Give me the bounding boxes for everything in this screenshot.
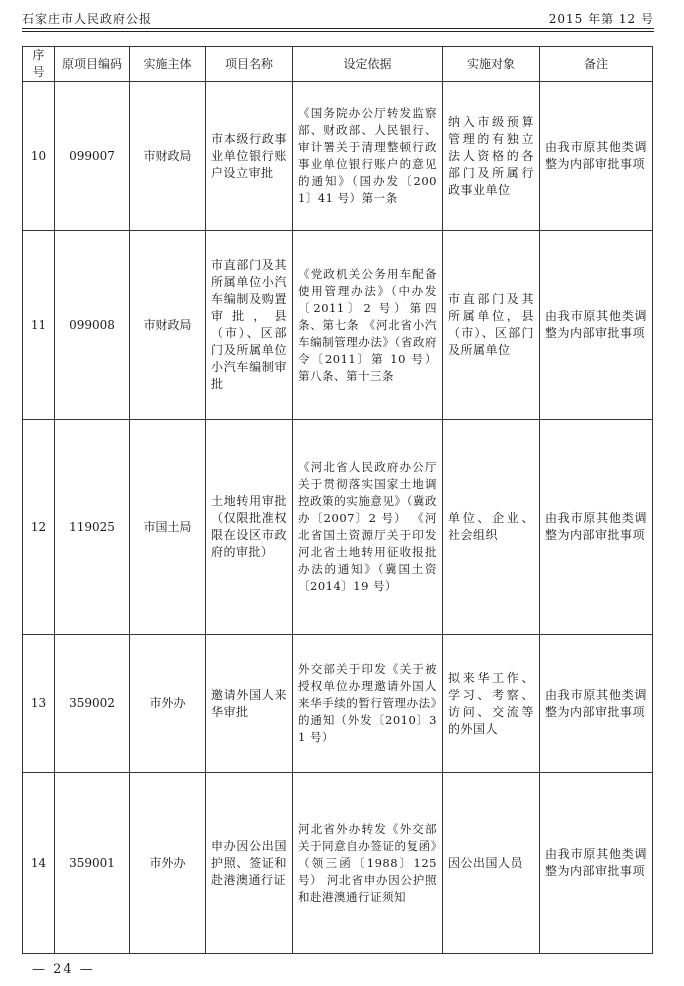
cell-name: 市本级行政事业单位银行账户设立审批 xyxy=(206,82,293,231)
cell-code: 099008 xyxy=(55,231,130,420)
header-rule-thick xyxy=(22,28,654,29)
cell-seq: 13 xyxy=(23,635,55,773)
col-header-org: 实施主体 xyxy=(130,47,206,82)
cell-name: 市直部门及其所属单位小汽车编制及购置审批，县（市）、区部门及所属单位小汽车编制审批 xyxy=(206,231,293,420)
cell-seq: 11 xyxy=(23,231,55,420)
col-header-code: 原项目编码 xyxy=(55,47,130,82)
cell-note: 由我市原其他类调整为内部审批事项 xyxy=(540,773,653,954)
cell-org: 市国土局 xyxy=(130,420,206,635)
header-rule-thin xyxy=(22,31,654,32)
cell-code: 359001 xyxy=(55,773,130,954)
table-header-row xyxy=(23,47,653,82)
cell-name: 土地转用审批（仅限批准权限在设区市政府的审批） xyxy=(206,420,293,635)
cell-seq: 12 xyxy=(23,420,55,635)
col-header-basis: 设定依据 xyxy=(293,47,443,82)
cell-org: 市财政局 xyxy=(130,231,206,420)
cell-name: 申办因公出国护照、签证和赴港澳通行证 xyxy=(206,773,293,954)
col-header-name: 项目名称 xyxy=(206,47,293,82)
cell-seq: 10 xyxy=(23,82,55,231)
table-row xyxy=(23,420,653,635)
issue-number: 2015 年第 12 号 xyxy=(548,12,654,26)
cell-basis: 《国务院办公厅转发监察部、财政部、人民银行、审计署关于清理整顿行政事业单位银行账户的意见的通知》（国办发〔2001〕41 号）第一条 xyxy=(293,82,443,231)
table-row xyxy=(23,231,653,420)
cell-org: 市外办 xyxy=(130,773,206,954)
cell-basis: 河北省外办转发《外交部关于同意自办签证的复函》（领三函〔1988〕125 号） 河北省申办因公护照和赴港澳通行证须知 xyxy=(293,773,443,954)
cell-note: 由我市原其他类调整为内部审批事项 xyxy=(540,420,653,635)
cell-basis: 《党政机关公务用车配备使用管理办法》（中办发〔2011〕2 号）第四条、第七条 《河北省小汽车编制管理办法》（省政府令〔2011〕第 10 号）第八条、第十三条 xyxy=(293,231,443,420)
cell-name: 邀请外国人来华审批 xyxy=(206,635,293,773)
col-header-seq: 序号 xyxy=(23,47,55,82)
cell-target: 纳入市级预算管理的有独立法人资格的各部门及所属行政事业单位 xyxy=(443,82,540,231)
gazette-title: 石家庄市人民政府公报 xyxy=(22,12,153,26)
page-header xyxy=(22,8,654,30)
cell-code: 099007 xyxy=(55,82,130,231)
table-row xyxy=(23,82,653,231)
cell-target: 拟来华工作、学习、考察、访问、交流等的外国人 xyxy=(443,635,540,773)
cell-org: 市外办 xyxy=(130,635,206,773)
cell-note: 由我市原其他类调整为内部审批事项 xyxy=(540,635,653,773)
col-header-target: 实施对象 xyxy=(443,47,540,82)
table-row xyxy=(23,635,653,773)
cell-note: 由我市原其他类调整为内部审批事项 xyxy=(540,231,653,420)
page-number: — 24 — xyxy=(32,962,95,977)
col-header-note: 备注 xyxy=(540,47,653,82)
cell-target: 单位、企业、社会组织 xyxy=(443,420,540,635)
approval-items-table xyxy=(22,46,653,954)
cell-code: 119025 xyxy=(55,420,130,635)
cell-code: 359002 xyxy=(55,635,130,773)
table-row xyxy=(23,773,653,954)
cell-basis: 外交部关于印发《关于被授权单位办理邀请外国人来华手续的暂行管理办法》的通知（外发〔2010〕31 号） xyxy=(293,635,443,773)
cell-target: 市直部门及其所属单位，县（市）、区部门及所属单位 xyxy=(443,231,540,420)
cell-note: 由我市原其他类调整为内部审批事项 xyxy=(540,82,653,231)
cell-seq: 14 xyxy=(23,773,55,954)
cell-org: 市财政局 xyxy=(130,82,206,231)
cell-target: 因公出国人员 xyxy=(443,773,540,954)
cell-basis: 《河北省人民政府办公厅关于贯彻落实国家土地调控政策的实施意见》（冀政办〔2007〕2 号） 《河北省国土资源厅关于印发河北省土地转用征收报批办法的通知》（冀国土资〔2014〕19 号） xyxy=(293,420,443,635)
